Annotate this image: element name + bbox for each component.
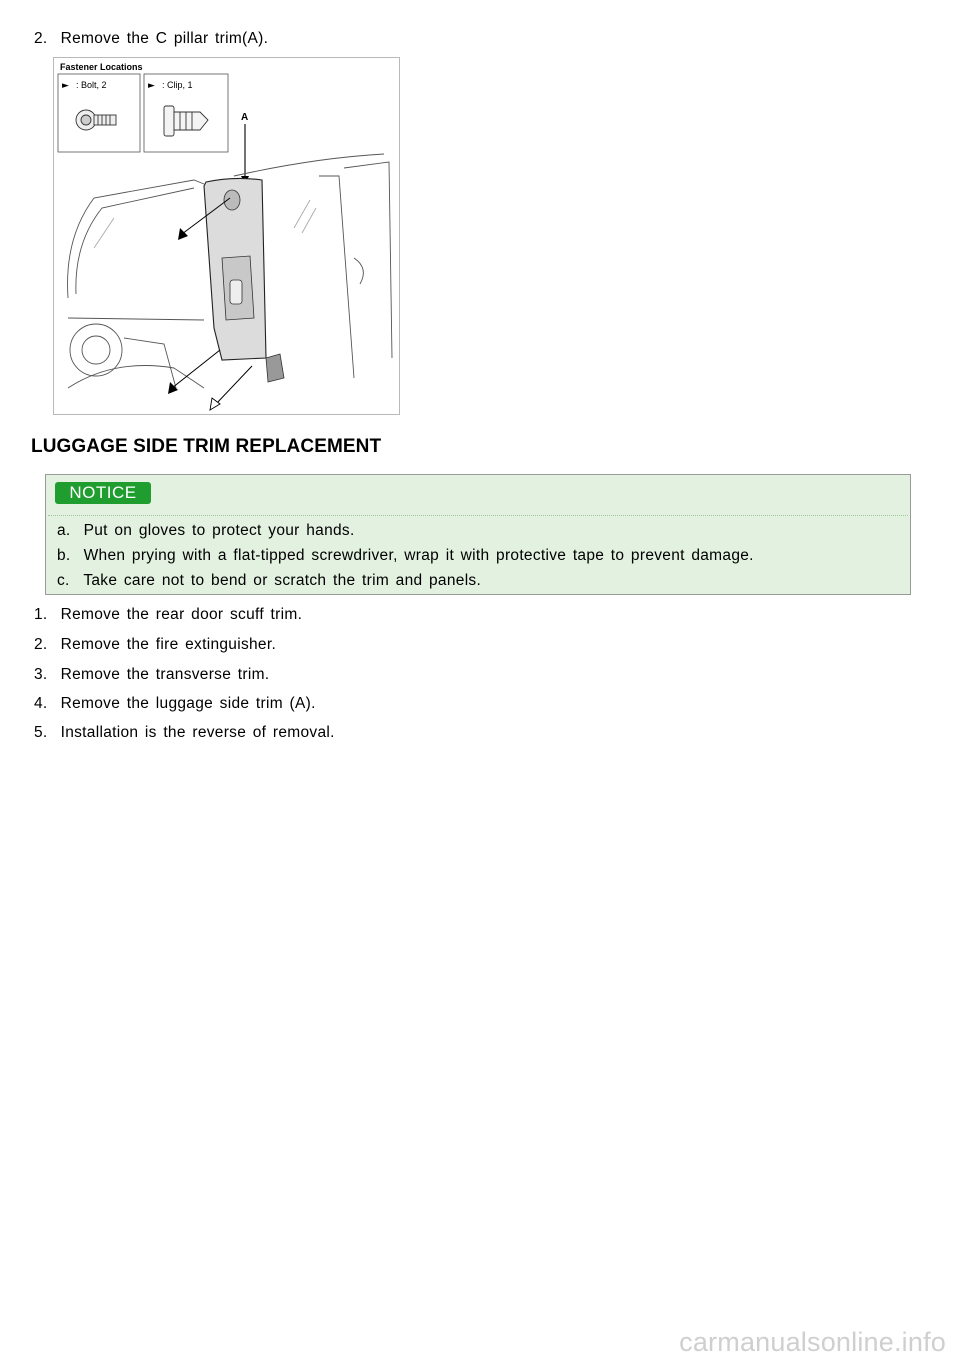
step-text: Remove the rear door scuff trim. xyxy=(60,606,303,623)
notice-item-text: When prying with a flat-tipped screwdriver, wrap it with protective tape to prevent damage. xyxy=(83,547,754,564)
notice-divider xyxy=(48,515,908,516)
step-item xyxy=(34,724,335,742)
bolt-icon xyxy=(76,110,116,130)
step-number: 4. xyxy=(34,695,48,712)
step-number: 3. xyxy=(34,666,48,683)
notice-badge: NOTICE xyxy=(55,482,151,504)
notice-item xyxy=(57,522,355,540)
watermark: carmanualsonline.info xyxy=(679,1327,946,1357)
clip-legend-arrow: ► xyxy=(148,81,155,91)
notice-item-letter: c. xyxy=(57,572,70,589)
notice-item-letter: b. xyxy=(57,547,71,564)
step-number: 2. xyxy=(34,30,48,47)
notice-box xyxy=(45,474,911,595)
clip-legend-label: : Clip, 1 xyxy=(162,80,193,90)
section-heading: LUGGAGE SIDE TRIM REPLACEMENT xyxy=(31,436,382,457)
bolt-legend-label: : Bolt, 2 xyxy=(76,80,107,90)
step-number: 1. xyxy=(34,606,48,623)
notice-item-text: Put on gloves to protect your hands. xyxy=(83,522,355,539)
step-item xyxy=(34,606,302,624)
step-item xyxy=(34,636,276,654)
notice-item xyxy=(57,547,754,565)
bolt-legend-arrow: ► xyxy=(62,81,69,91)
step-item xyxy=(34,695,316,713)
notice-item-letter: a. xyxy=(57,522,71,539)
step-text: Remove the luggage side trim (A). xyxy=(60,695,316,712)
step-number: 5. xyxy=(34,724,48,741)
step-item xyxy=(34,666,269,684)
notice-item-text: Take care not to bend or scratch the trim and panels. xyxy=(83,572,482,589)
callout-a-label: A xyxy=(241,112,249,123)
clip-icon xyxy=(164,106,208,136)
notice-item xyxy=(57,572,481,590)
step-number: 2. xyxy=(34,636,48,653)
step-text: Installation is the reverse of removal. xyxy=(60,724,335,741)
c-pillar-trim-figure xyxy=(53,57,400,415)
step-text: Remove the fire extinguisher. xyxy=(60,636,277,653)
fastener-locations-header: Fastener Locations xyxy=(60,62,143,72)
step-text: Remove the transverse trim. xyxy=(60,666,270,683)
step-item xyxy=(34,30,268,48)
step-text: Remove the C pillar trim(A). xyxy=(60,30,269,47)
